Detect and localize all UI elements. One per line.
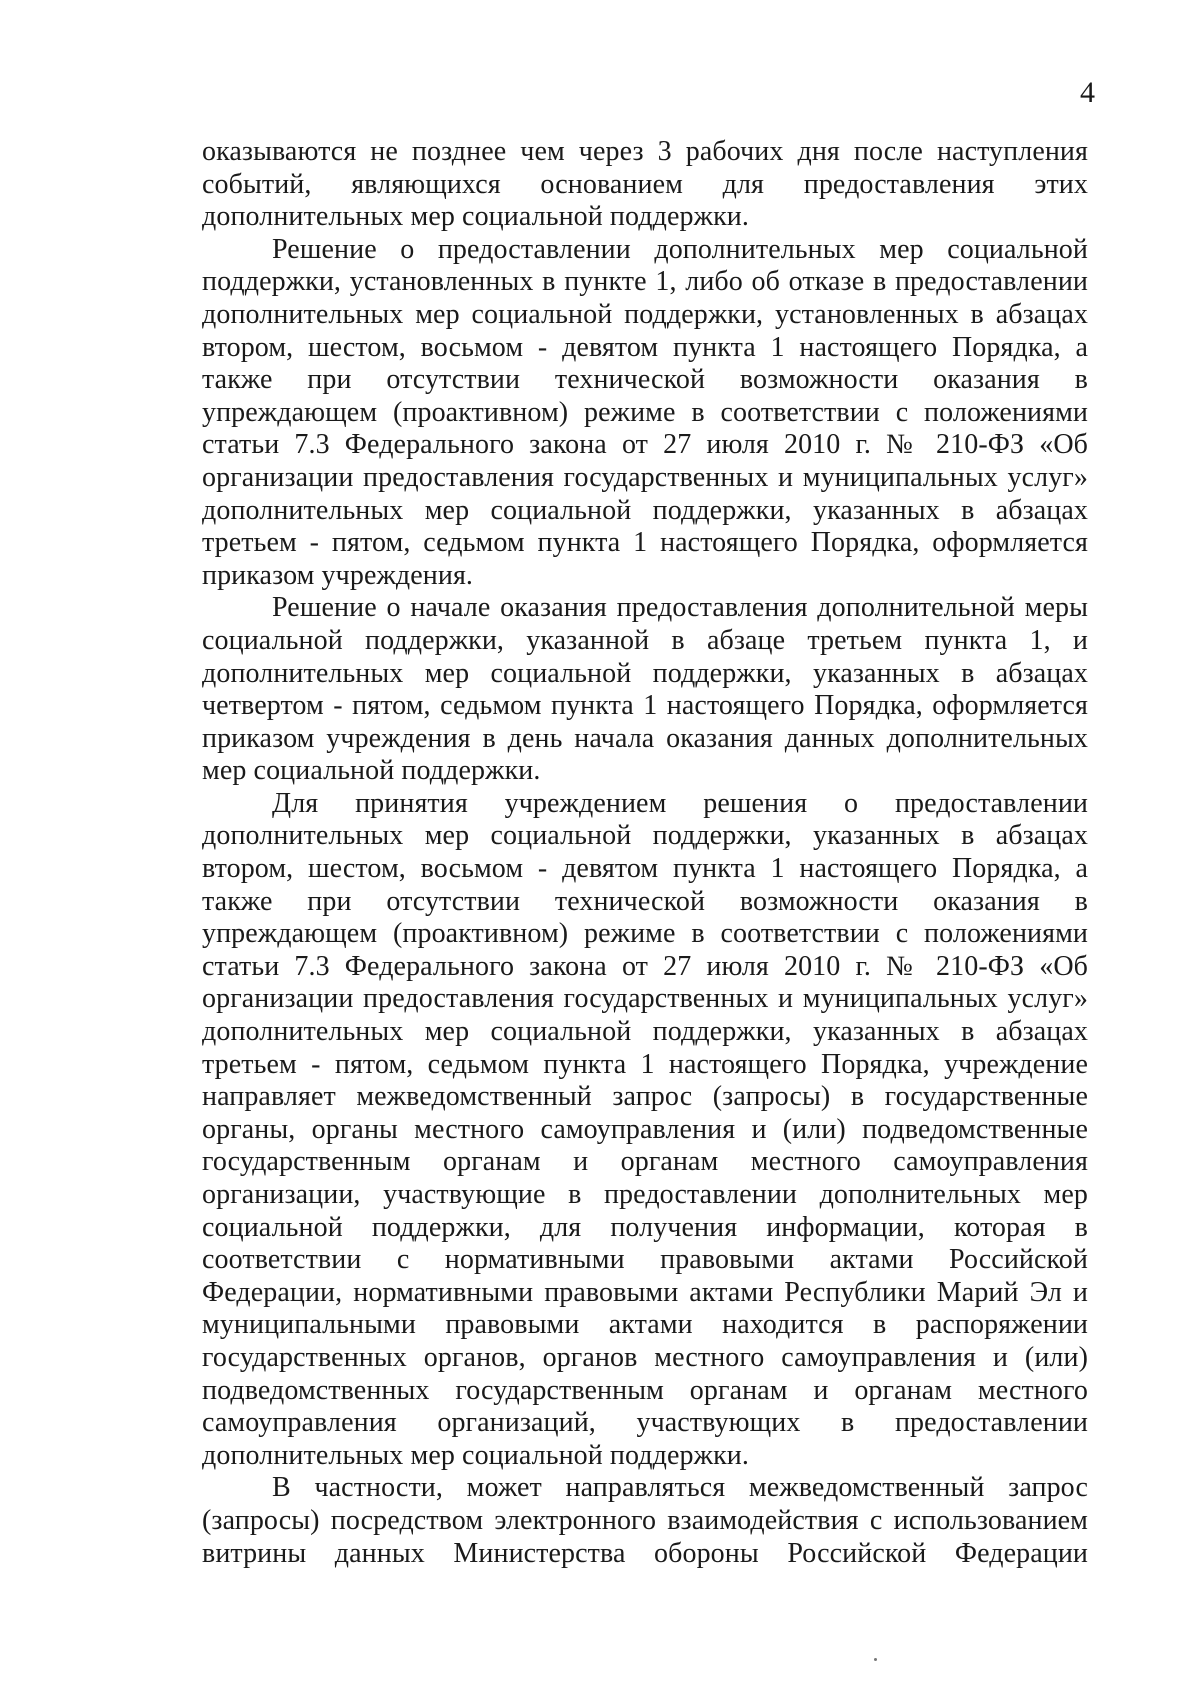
scan-speck bbox=[874, 1658, 877, 1661]
paragraph-3: Решение о начале оказания предоставления дополнительной меры социальной поддержки, указанной в абзаце третьем пункта 1, и дополнительных мер социальной поддержки, указанных в абзацах четвертом - пятом, седьмом пункта 1 настоящего Порядка, оформляется приказом учреждения в день начала оказания данных дополнительных мер социальной поддержки. bbox=[202, 592, 1088, 787]
page-number: 4 bbox=[1080, 76, 1095, 109]
paragraph-2: Решение о предоставлении дополнительных мер социальной поддержки, установленных в пункте 1, либо об отказе в предоставлении дополнительных мер социальной поддержки, установленных в абзацах втором, шестом, восьмом - девятом пункта 1 настоящего Порядка, а также при отсутствии технической возможности оказания в упреждающем (проактивном) режиме в соответствии с положениями статьи 7.3 Федерального закона от 27 июля 2010 г. № 210-ФЗ «Об организации предоставления государственных и муниципальных услуг» дополнительных мер социальной поддержки, указанных в абзацах третьем - пятом, седьмом пункта 1 настоящего Порядка, оформляется приказом учреждения. bbox=[202, 233, 1088, 591]
paragraph-1: оказываются не позднее чем через 3 рабочих дня после наступления событий, являющихся основанием для предоставления этих дополнительных мер социальной поддержки. bbox=[202, 136, 1088, 233]
document-body bbox=[202, 136, 1088, 1570]
paragraph-4: Для принятия учреждением решения о предоставлении дополнительных мер социальной поддержки, указанных в абзацах втором, шестом, восьмом - девятом пункта 1 настоящего Порядка, а также при отсутствии технической возможности оказания в упреждающем (проактивном) режиме в соответствии с положениями статьи 7.3 Федерального закона от 27 июля 2010 г. № 210-ФЗ «Об организации предоставления государственных и муниципальных услуг» дополнительных мер социальной поддержки, указанных в абзацах третьем - пятом, седьмом пункта 1 настоящего Порядка, учреждение направляет межведомственный запрос (запросы) в государственные органы, органы местного самоуправления и (или) подведомственные государственным органам и органам местного самоуправления организации, участвующие в предоставлении дополнительных мер социальной поддержки, для получения информации, которая в соответствии с нормативными правовыми актами Российской Федерации, нормативными правовыми актами Республики Марий Эл и муниципальными правовыми актами находится в распоряжении государственных органов, органов местного самоуправления и (или) подведомственных государственным органам и органам местного самоуправления организаций, участвующих в предоставлении дополнительных мер социальной поддержки. bbox=[202, 787, 1088, 1471]
paragraph-5: В частности, может направляться межведомственный запрос (запросы) посредством электронного взаимодействия с использованием витрины данных Министерства обороны Российской Федерации bbox=[202, 1472, 1088, 1569]
